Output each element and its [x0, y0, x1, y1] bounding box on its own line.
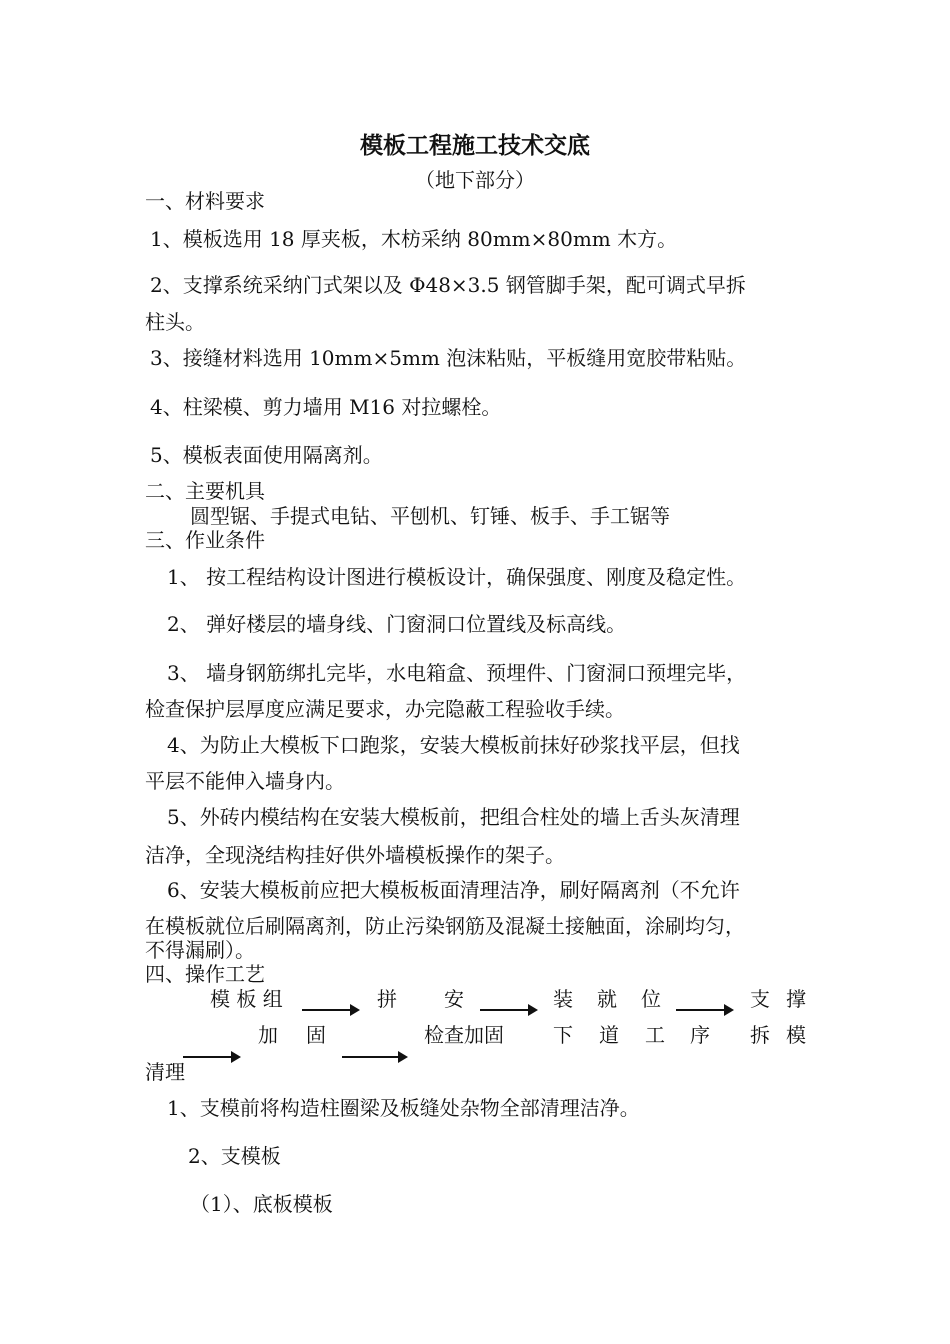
conditions-line-6-cont: 在模板就位后刷隔离剂，防止污染钢筋及混凝土接触面，涂刷均匀， — [145, 914, 745, 938]
section-heading-conditions: 三、作业条件 — [145, 528, 265, 552]
materials-item-2-cont: 柱头。 — [145, 310, 205, 334]
conditions-line-2: 2、 弹好楼层的墙身线、门窗洞口位置线及标高线。 — [167, 612, 627, 636]
materials-item-2: 2、支撑系统采纳门式架以及 Φ48×3.5 钢管脚手架，配可调式早拆 — [150, 273, 746, 297]
flow-char: 位 — [641, 987, 661, 1011]
conditions-line-4-cont: 平层不能伸入墙身内。 — [145, 769, 345, 793]
conditions-line-3-cont: 检查保护层厚度应满足要求，办完隐蔽工程验收手续。 — [145, 697, 625, 721]
document-subtitle: （地下部分） — [415, 168, 535, 192]
section-heading-materials: 一、材料要求 — [145, 189, 265, 213]
process-line-2: 2、支模板 — [188, 1144, 281, 1168]
flow-step-formwork-assembly: 模 板 组 — [210, 987, 283, 1011]
flow-char: 模 — [786, 1023, 806, 1047]
flow-char: 加 — [258, 1023, 278, 1047]
conditions-line-5: 5、外砖内模结构在安装大模板前，把组合柱处的墙上舌头灰清理 — [167, 805, 740, 829]
process-line-3: （1）、底板模板 — [190, 1192, 333, 1216]
flow-arrow — [676, 1009, 732, 1011]
flow-arrow — [302, 1009, 358, 1011]
section-heading-tools: 二、主要机具 — [145, 479, 265, 503]
conditions-line-6-end: 不得漏刷）。 — [145, 938, 255, 962]
flow-arrow — [342, 1056, 406, 1058]
flow-step-check-reinforce: 检查加固 — [424, 1023, 504, 1047]
flow-char: 装 — [553, 987, 573, 1011]
process-line-1: 1、支模前将构造柱圈梁及板缝处杂物全部清理洁净。 — [167, 1096, 640, 1120]
conditions-line-4: 4、为防止大模板下口跑浆，安装大模板前抹好砂浆找平层，但找 — [167, 733, 740, 757]
materials-item-3: 3、接缝材料选用 10mm×5mm 泡沫粘贴，平板缝用宽胶带粘贴。 — [150, 346, 747, 370]
flow-char: 工 — [645, 1023, 665, 1047]
flow-char: 支 — [750, 987, 770, 1011]
flow-char: 固 — [306, 1023, 326, 1047]
flow-char: 安 — [444, 987, 464, 1011]
conditions-line-3: 3、 墙身钢筋绑扎完毕，水电箱盒、预埋件、门窗洞口预埋完毕， — [167, 661, 747, 685]
flow-char: 序 — [690, 1023, 710, 1047]
flow-char: 拆 — [750, 1023, 770, 1047]
tools-line: 圆型锯、手提式电钻、平刨机、钉锤、板手、手工锯等 — [190, 504, 670, 528]
conditions-line-5-cont: 洁净，全现浇结构挂好供外墙模板操作的架子。 — [145, 843, 565, 867]
materials-item-4: 4、柱梁模、剪力墙用 M16 对拉螺栓。 — [150, 395, 502, 419]
flow-char: 拼 — [377, 987, 397, 1011]
flow-char: 撑 — [786, 987, 806, 1011]
section-heading-process: 四、操作工艺 — [145, 962, 265, 986]
materials-item-1: 1、模板选用 18 厚夹板，木枋采纳 80mm×80mm 木方。 — [150, 227, 678, 251]
document-title: 模板工程施工技术交底 — [360, 132, 590, 159]
flow-char: 就 — [597, 987, 617, 1011]
flow-char: 道 — [599, 1023, 619, 1047]
flow-step-cleanup: 清理 — [145, 1060, 185, 1084]
flow-char: 下 — [553, 1023, 573, 1047]
flow-arrow — [183, 1056, 239, 1058]
conditions-line-6: 6、安装大模板前应把大模板板面清理洁净，刷好隔离剂（不允许 — [167, 878, 740, 902]
conditions-line-1: 1、 按工程结构设计图进行模板设计，确保强度、刚度及稳定性。 — [167, 565, 747, 589]
flow-arrow — [480, 1009, 536, 1011]
materials-item-5: 5、模板表面使用隔离剂。 — [150, 443, 383, 467]
